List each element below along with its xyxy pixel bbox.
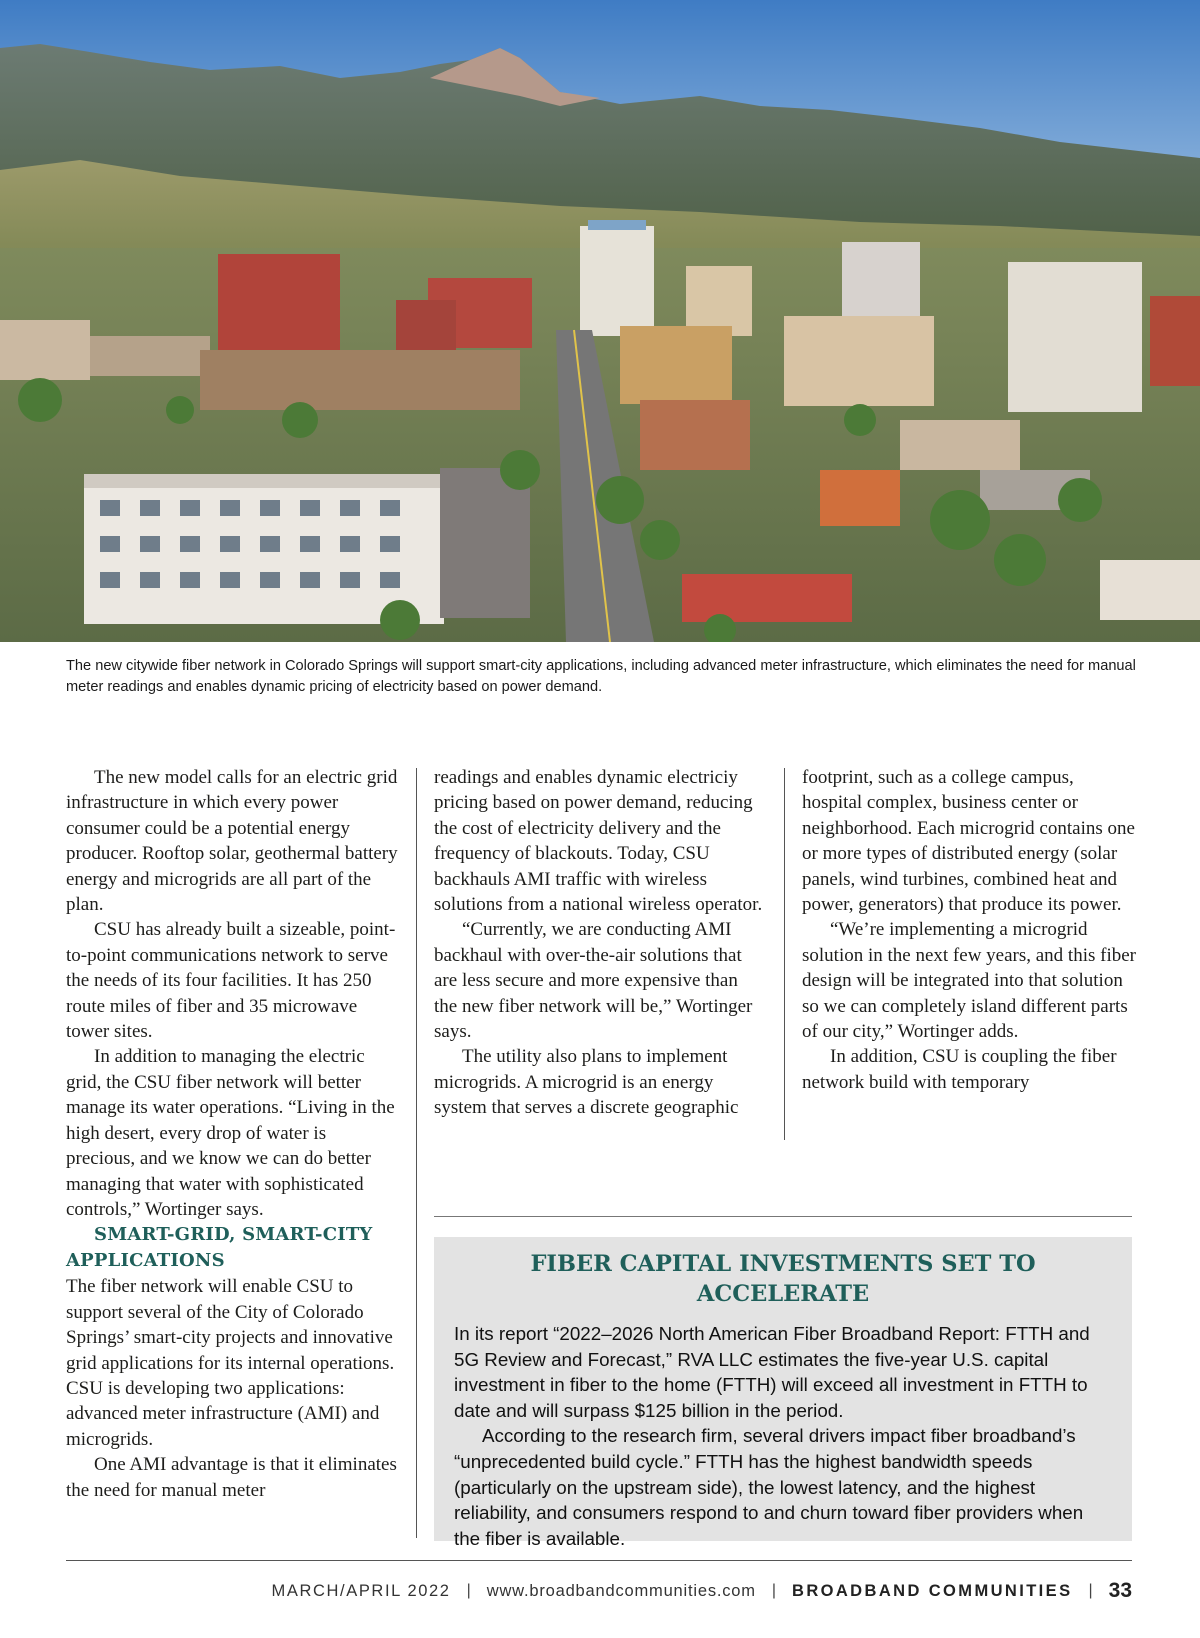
article-column-2	[434, 765, 764, 1121]
sidebar-paragraph: In its report “2022–2026 North American Fiber Broadband Report: FTTH and 5G Review and Forecast,” RVA LLC estimates the five-year U.S. capital investment in fiber to the home (FTTH) will exceed all investment in FTTH to date and will surpass $125 billion in the period.	[454, 1323, 1090, 1421]
paragraph: CSU has already built a sizeable, point-to-point communications network to serve the needs of its four facilities. It has 250 route miles of fiber and 35 microwave tower sites.	[66, 919, 396, 1043]
article-column-1	[66, 765, 398, 1503]
sidebar-top-rule	[434, 1216, 1132, 1217]
sidebar-paragraph: According to the research firm, several drivers impact fiber broadband’s “unprecedented build cycle.” FTTH has the highest bandwidth speeds (particularly on the upstream side), the lowest latency, and the highest reliability, and consumers respond to and churn toward fiber providers when the fiber is available.	[454, 1425, 1084, 1549]
page-footer	[272, 1576, 1132, 1606]
sidebar-title: FIBER CAPITAL INVESTMENTS SET TO ACCELERATE	[530, 1251, 1036, 1307]
column-divider	[784, 768, 785, 1140]
column-divider	[416, 768, 417, 1538]
paragraph: In addition, CSU is coupling the fiber network build with temporary	[802, 1046, 1117, 1093]
hero-photo-colorado-springs	[0, 0, 1200, 642]
paragraph: The fiber network will enable CSU to support several of the City of Colorado Springs’ smart-city projects and innovative grid applications for its internal operations. CSU is developing two applications: advanced meter infrastructure (AMI) and microgrids.	[66, 1276, 395, 1450]
page-number: 33	[1108, 1579, 1132, 1602]
footer-separator: |	[466, 1582, 471, 1599]
photo-caption: The new citywide fiber network in Colorado Springs will support smart-city applications, including advanced meter infrastructure, which eliminates the need for manual meter readings and enables dynamic pricing of electricity based on power demand.	[66, 658, 1136, 695]
section-subhead: SMART-GRID, SMART-CITY APPLICATIONS	[66, 1224, 373, 1272]
paragraph: readings and enables dynamic electriciy pricing based on power demand, reducing the cost of electricity delivery and the frequency of blackouts. Today, CSU backhauls AMI traffic with wireless solutions from a national wireless operator.	[434, 767, 763, 916]
paragraph: “Currently, we are conducting AMI backhaul with over-the-air solutions that are less secure and more expensive than the new fiber network will be,” Wortinger says.	[434, 919, 753, 1043]
sidebar-box	[434, 1237, 1132, 1549]
footer-rule	[66, 1560, 1132, 1561]
article-column-3	[802, 765, 1136, 1095]
paragraph: footprint, such as a college campus, hospital complex, business center or neighborhood. Each microgrid contains one or more types of distributed energy (solar panels, wind turbines, combined heat and power, generators) that produce its power.	[802, 767, 1135, 916]
footer-website-link[interactable]: www.broadbandcommunities.com	[486, 1581, 756, 1600]
paragraph: The new model calls for an electric grid infrastructure in which every power consumer could be a potential energy producer. Rooftop solar, geothermal battery energy and microgrids are all part of the plan.	[66, 767, 398, 916]
paragraph: In addition to managing the electric grid, the CSU fiber network will better manage its water operations. “Living in the high desert, every drop of water is precious, and we know we can do better managing that water with sophisticated controls,” Wortinger says.	[66, 1046, 395, 1220]
paragraph: The utility also plans to implement microgrids. A microgrid is an energy system that serves a discrete geographic	[434, 1046, 739, 1119]
paragraph: One AMI advantage is that it eliminates the need for manual meter	[66, 1454, 397, 1501]
footer-separator: |	[1088, 1582, 1093, 1599]
paragraph: “We’re implementing a microgrid solution in the next few years, and this fiber design will be integrated into that solution so we can completely island different parts of our city,” Wortinger adds.	[802, 919, 1137, 1043]
footer-separator: |	[771, 1582, 776, 1599]
apartment-block	[84, 468, 530, 624]
footer-issue-date: MARCH/APRIL 2022	[271, 1581, 451, 1600]
footer-magazine-name: BROADBAND COMMUNITIES	[792, 1581, 1073, 1600]
